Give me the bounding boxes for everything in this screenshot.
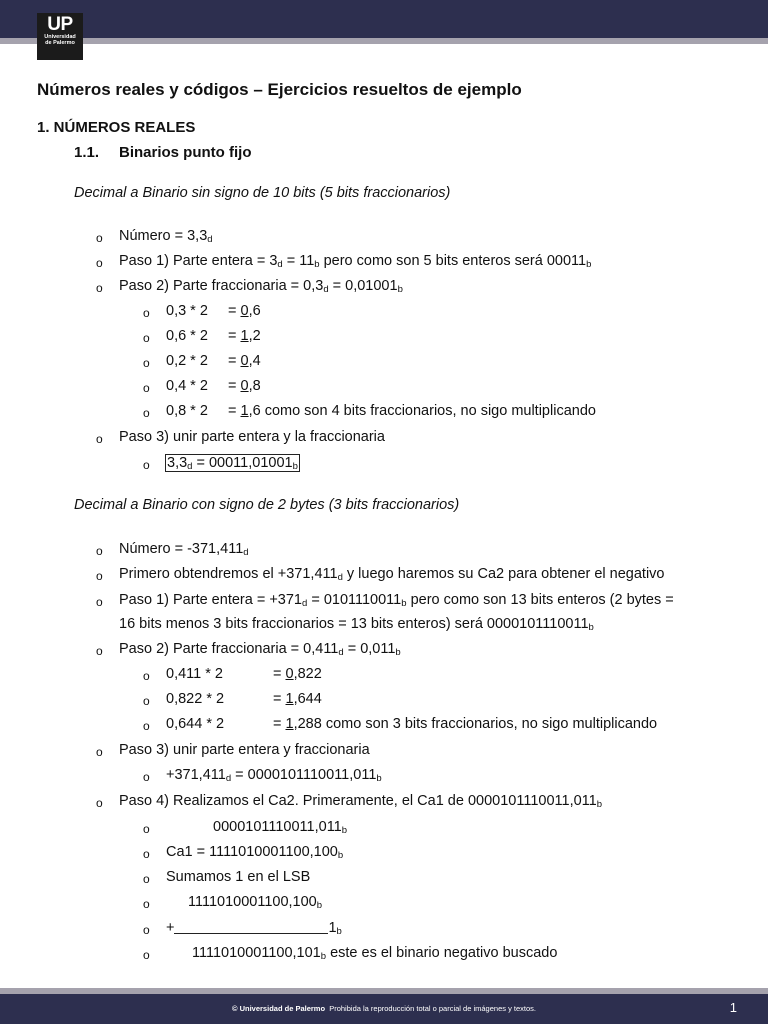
bullet: o	[96, 544, 103, 558]
ex2-paso3: Paso 3) unir parte entera y fraccionaria	[119, 742, 370, 758]
ex2-sumamos: Sumamos 1 en el LSB	[166, 869, 311, 885]
logo-line-1: Universidad	[44, 34, 76, 40]
bullet: o	[96, 745, 103, 759]
bullet: o	[143, 897, 150, 911]
page-number: 1	[729, 1000, 737, 1015]
footer-bar	[0, 994, 768, 1024]
bullet: o	[143, 356, 150, 370]
ex1-mult-result: = 1,2	[228, 328, 261, 344]
ex1-mult-result: = 0,8	[228, 378, 261, 394]
ex2-primero: Primero obtendremos el $+371,411_d$ y luego haremos su Ca2 para obtener el negativo	[119, 566, 665, 583]
ex1-mult-op: 0,4 * 2	[166, 378, 208, 394]
subsection-number: 1.1.	[74, 144, 100, 161]
ex2-mult-op: 0,411 * 2	[166, 666, 223, 682]
bullet: o	[96, 796, 103, 810]
bullet: o	[143, 381, 150, 395]
bullet: o	[143, 948, 150, 962]
bullet: o	[96, 281, 103, 295]
bullet: o	[96, 256, 103, 270]
bullet: o	[143, 847, 150, 861]
ex1-paso3: Paso 3) unir parte entera y la fraccionaria	[119, 429, 385, 445]
ex2-mult-result: = 1,288 como son 3 bits fraccionarios, no sigo multiplicando	[273, 716, 658, 732]
bullet: o	[143, 822, 150, 836]
bullet: o	[143, 923, 150, 937]
bullet: o	[143, 872, 150, 886]
bullet: o	[96, 644, 103, 658]
bullet: o	[143, 406, 150, 420]
bullet: o	[143, 719, 150, 733]
example1-subtitle: Decimal a Binario sin signo de 10 bits (5 bits fraccionarios)	[74, 185, 451, 201]
ex2-sum-operand: $1111010001100,100_b$	[188, 894, 323, 911]
bullet: o	[143, 306, 150, 320]
bullet: o	[96, 569, 103, 583]
example2-subtitle: Decimal a Binario con signo de 2 bytes (3 bits fraccionarios)	[74, 497, 460, 513]
ex1-mult-result: = 0,6	[228, 303, 261, 319]
ex2-mult-result: = 1,644	[273, 691, 322, 707]
ex2-ca-original: $0000101110011,011_b$	[213, 819, 348, 836]
ex1-mult-result: = 1,6 como son 4 bits fraccionarios, no sigo multiplicando	[228, 403, 596, 419]
footer-copyright: © Universidad de Palermo Prohibida la reproducción total o parcial de imágenes y textos.	[231, 1004, 537, 1013]
ex1-result-box: $3,3_d = 00011,01001_b$	[167, 455, 298, 472]
ex1-paso1: Paso 1) Parte entera = $3_d = 11_b$ pero como son 5 bits enteros será $00011_b$	[119, 253, 592, 270]
bullet: o	[143, 458, 150, 472]
ex2-paso2: Paso 2) Parte fraccionaria = $0,411_d = 0,011_b$	[119, 641, 401, 658]
ex1-paso2: Paso 2) Parte fraccionaria = $0,3_d = 0,01001_b$	[119, 278, 403, 295]
ex2-union: $+371,411_d = 0000101110011,011_b$	[166, 767, 382, 784]
ex2-mult-op: 0,644 * 2	[166, 716, 225, 732]
document-title: Números reales y códigos – Ejercicios resueltos de ejemplo	[37, 80, 522, 99]
logo-line-2: de Palermo	[45, 40, 75, 46]
header-bar	[0, 0, 768, 38]
ex1-mult-op: 0,3 * 2	[166, 303, 208, 319]
ex1-mult-result: = 0,4	[228, 353, 261, 369]
bullet: o	[96, 432, 103, 446]
ex2-final-result: $1111010001100,101_b$ este es el binario negativo buscado	[192, 945, 558, 962]
bullet: o	[143, 694, 150, 708]
bullet: o	[96, 595, 103, 609]
bullet: o	[143, 669, 150, 683]
logo-mark: UP	[47, 14, 73, 35]
bullet: o	[96, 231, 103, 245]
header-divider	[0, 38, 768, 44]
ex1-mult-op: 0,8 * 2	[166, 403, 208, 419]
ex2-paso1: Paso 1) Parte entera = $+371_d = 0101110011_b$ pero como son 13 bits enteros (2 bytes =	[119, 592, 674, 609]
bullet: o	[143, 331, 150, 345]
ex2-mult-result: = 0,822	[273, 666, 322, 682]
ex2-mult-op: 0,822 * 2	[166, 691, 225, 707]
ex2-numero: Número = $-371,411_d$	[119, 541, 249, 558]
university-logo	[37, 13, 83, 60]
subsection-title: Binarios punto fijo	[119, 144, 252, 161]
ex1-numero: Número = $3,3_d$	[119, 228, 213, 245]
ex2-sum-plus-one: + $1_b$	[166, 920, 342, 937]
ex2-paso1-cont: 16 bits menos 3 bits fraccionarios = 13 bits enteros) será $0000101110011_b$	[119, 616, 594, 633]
ex2-ca1: $Ca1 = 1111010001100,100_b$	[166, 844, 344, 861]
ex1-mult-op: 0,6 * 2	[166, 328, 208, 344]
bullet: o	[143, 770, 150, 784]
ex2-paso4: Paso 4) Realizamos el Ca2. Primeramente, el Ca1 de $0000101110011,011_b$	[119, 793, 603, 810]
ex1-mult-op: 0,2 * 2	[166, 353, 208, 369]
section-heading: 1. NÚMEROS REALES	[37, 119, 196, 136]
